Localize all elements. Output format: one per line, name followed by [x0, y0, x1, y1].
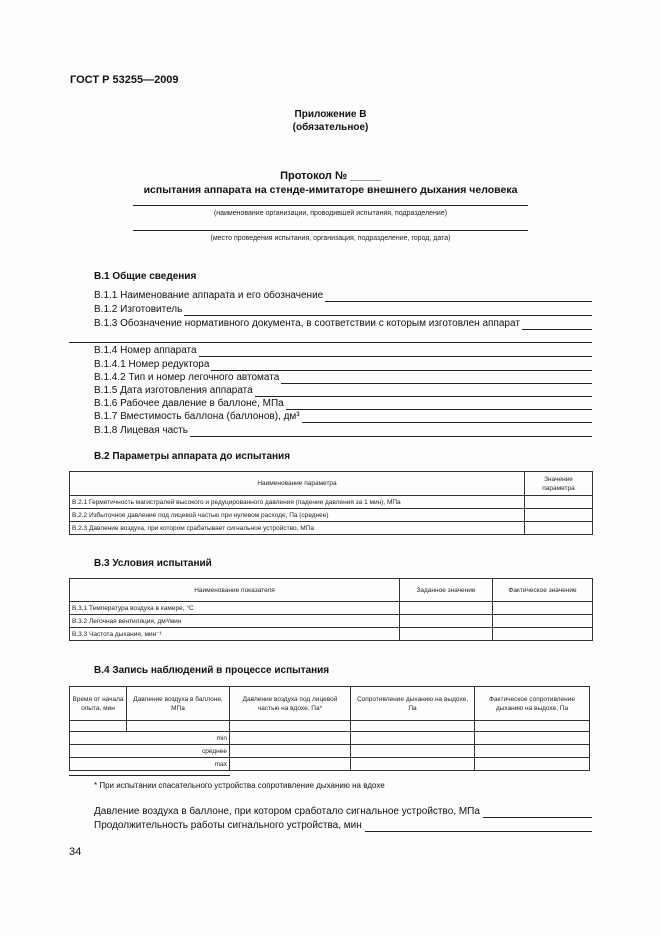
cell — [475, 721, 590, 732]
cell — [230, 721, 351, 732]
field-b1-2 — [94, 302, 592, 316]
cell — [475, 745, 590, 758]
cell — [351, 745, 475, 758]
summary-label: min — [70, 732, 230, 745]
footnote-separator — [69, 775, 230, 776]
value-cell — [400, 602, 493, 615]
cell — [230, 745, 351, 758]
observations-table — [69, 686, 590, 771]
value-cell — [493, 628, 593, 641]
conditions-table — [69, 578, 593, 641]
place-caption: (место проведения испытания, организация, подразделение, город, дата) — [210, 235, 451, 242]
column-header: Давление воздуха под лицевой частью на вдохе, Па* — [230, 687, 351, 721]
field-blank — [365, 820, 592, 832]
field-label: В.1.8 Лицевая часть — [94, 425, 188, 436]
column-header: Фактическое сопротивление дыханию на выдохе, Па — [475, 687, 590, 721]
field-blank — [483, 806, 592, 818]
column-header: Наименование параметра — [70, 472, 525, 496]
appendix-name: Приложение В — [294, 109, 367, 120]
section-b1-title: В.1 Общие сведения — [94, 271, 197, 282]
signal-duration-field — [94, 820, 592, 832]
row-label: В.2.1 Герметичность магистралей высокого и редуцированного давления (падение давления за 1 мин), МПа — [70, 496, 525, 509]
field-label: В.1.4.2 Тип и номер легочного автомата — [94, 372, 280, 383]
field-blank — [199, 345, 592, 357]
cell — [475, 758, 590, 771]
summary-label: max — [70, 758, 230, 771]
standard-header: ГОСТ Р 53255—2009 — [70, 74, 179, 86]
column-header: Время от начала опыта, мин — [70, 687, 127, 721]
page-number: 34 — [69, 846, 82, 858]
field-label: Продолжительность работы сигнального устройства, мин — [94, 820, 362, 831]
field-blank — [325, 290, 592, 302]
table-row — [70, 732, 590, 745]
column-header: Значение параметра — [525, 472, 593, 496]
row-label: В.3.3 Частота дыхания, мин⁻¹ — [70, 628, 400, 641]
field-b1-4 — [94, 343, 592, 357]
column-header: Наименование показателя — [70, 579, 400, 602]
table-row — [70, 522, 593, 535]
parameters-table — [69, 471, 593, 535]
field-label: В.1.1 Наименование аппарата и его обозначение — [94, 290, 324, 301]
table-row — [70, 615, 593, 628]
value-cell — [493, 602, 593, 615]
cell — [351, 721, 475, 732]
place-line — [133, 230, 528, 231]
field-b1-8 — [94, 423, 592, 437]
row-label: В.2.2 Избыточное давление под лицевой частью при нулевом расходе, Па (среднее) — [70, 509, 525, 522]
value-cell — [400, 628, 493, 641]
field-b1-1 — [94, 288, 592, 302]
value-cell — [525, 496, 593, 509]
field-label: В.1.6 Рабочее давление в баллоне, МПа — [94, 398, 284, 409]
cell — [351, 732, 475, 745]
field-b1-6 — [94, 396, 592, 410]
field-label: В.1.2 Изготовитель — [94, 304, 183, 315]
summary-label: среднее — [70, 745, 230, 758]
section-b2-title: В.2 Параметры аппарата до испытания — [94, 451, 291, 462]
field-b1-7 — [94, 409, 592, 423]
field-b1-5 — [94, 383, 592, 397]
field-blank — [190, 425, 592, 437]
column-header: Сопротивление дыханию на выдохе, Па — [351, 687, 475, 721]
value-cell — [525, 522, 593, 535]
field-label: В.1.5 Дата изготовления аппарата — [94, 385, 253, 396]
protocol-subtitle: испытания аппарата на стенде-имитаторе внешнего дыхания человека — [143, 184, 518, 196]
field-b1-4-1 — [94, 357, 592, 371]
field-blank — [522, 318, 592, 330]
field-label: В.1.7 Вместимость баллона (баллонов), дм³ — [94, 411, 300, 422]
org-line — [133, 205, 528, 206]
column-header: Заданное значение — [400, 579, 493, 602]
table-row — [70, 721, 590, 732]
table-row — [70, 745, 590, 758]
appendix-title — [0, 108, 661, 134]
cell — [70, 721, 127, 732]
table-row — [70, 509, 593, 522]
cell — [230, 732, 351, 745]
column-header: Давление воздуха в баллоне, МПа — [127, 687, 230, 721]
cell — [351, 758, 475, 771]
cell — [127, 721, 230, 732]
section-b4-title: В.4 Запись наблюдений в процессе испытания — [94, 665, 330, 676]
appendix-status: (обязательное) — [292, 122, 369, 133]
row-label: В.2.3 Давление воздуха, при котором срабатывает сигнальное устройство, МПа — [70, 522, 525, 535]
field-label: В.1.3 Обозначение нормативного документа, в соответствии с которым изготовлен аппарат — [94, 318, 520, 329]
protocol-title: Протокол № _____ — [280, 170, 381, 182]
cell — [475, 732, 590, 745]
value-cell — [493, 615, 593, 628]
value-cell — [525, 509, 593, 522]
field-b1-3 — [94, 316, 592, 330]
field-b1-4-2 — [94, 370, 592, 384]
table-row — [70, 628, 593, 641]
section-b3-title: В.3 Условия испытаний — [94, 558, 212, 569]
field-label: В.1.4 Номер аппарата — [94, 345, 197, 356]
field-blank — [184, 304, 592, 316]
value-cell — [400, 615, 493, 628]
footnote: * При испытании спасательного устройства сопротивление дыханию на вдохе — [94, 781, 385, 790]
field-blank — [302, 411, 592, 423]
org-caption: (наименование организации, проводившей испытания, подразделение) — [213, 210, 448, 217]
cell — [230, 758, 351, 771]
field-label: Давление воздуха в баллоне, при котором сработало сигнальное устройство, МПа — [94, 806, 480, 817]
field-label: В.1.4.1 Номер редуктора — [94, 359, 210, 370]
table-row — [70, 758, 590, 771]
table-row — [70, 602, 593, 615]
table-row — [70, 496, 593, 509]
row-label: В.3.2 Легочная вентиляция, дм³/мин — [70, 615, 400, 628]
row-label: В.3.1 Температура воздуха в камере, °С — [70, 602, 400, 615]
column-header: Фактическое значение — [493, 579, 593, 602]
signal-pressure-field — [94, 806, 592, 818]
